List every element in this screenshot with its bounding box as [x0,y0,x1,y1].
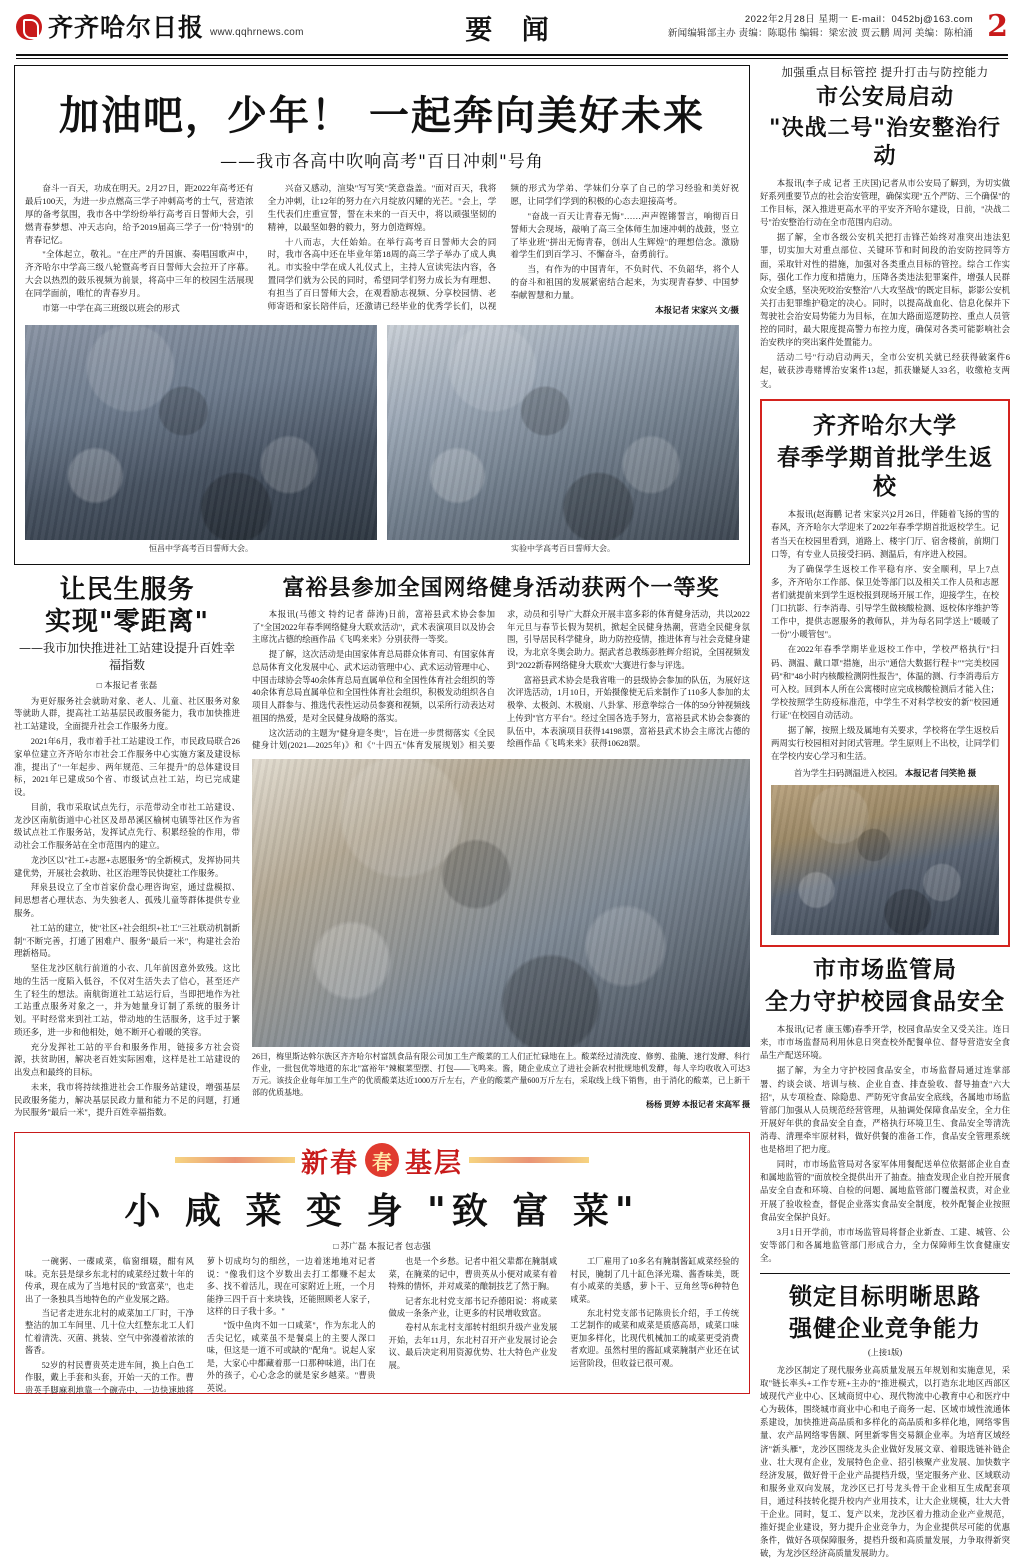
photo-image [25,325,377,540]
lead-byline: 本报记者 宋家兴 文/摄 [654,305,739,316]
feature-paragraph: 工厂雇用了10多名有腌制酱缸咸菜经验的村民，腌制了几十缸色泽光瑞、酱香味美，既有小咸菜的美感，萝卜干、豆角丝等6种特色咸菜。 [570,1257,739,1304]
issue-date: 2022年2月28日 星期一 E-mail：0452bj@163.com [744,13,974,25]
right-column [760,65,1010,1563]
lead-photo-1 [25,325,377,554]
ms-paragraph: 同时，市市场监管局对各家军体用餐配送单位依据部企业自查和属地监管的"面放校全提供出开了抽查。抽查发现企业自控开展食品安全自查和环境、自检的问题、属地监管部门覆盖权责，对企业开展了验收检查，督促企业落实食品安全制度，校外配餐企业按照食品安全保护良好。 [760,1160,1010,1222]
ps-body [760,177,1010,391]
paper-website[interactable]: www.qqhrnews.com [210,27,304,38]
minsheng-paragraph: 充分发挥社工站的平台和服务作用，链接多方社会资源，扶贫助困，解决老百姓实际困难，这样是社工站建设的出发点和最终的目标。 [14,1042,240,1078]
second-row [14,575,750,1122]
lead-body [25,182,739,317]
paper-name: 齐齐哈尔日报 [48,13,205,42]
uni-photo-note-text: 首为学生扫码测温进入校园。 [793,769,903,779]
banner-left-text: 新春 [301,1147,359,1179]
ps-paragraph: 本报讯(李子成 记者 王庆国)记者从市公安局了解到，为切实做好系列重要节点的社会治安管理，确保实现"五个严防、三个确保"的工作目标，深入推进更高水平的平安齐齐哈尔建设，日前，"决战二号"治安整治行动在全市范围内启动。 [760,178,1010,228]
article-fuyu [252,575,750,1122]
uni-paragraph: 为了确保学生返校工作平稳有序、安全顺利，早上7点多，齐齐哈尔工作部、保卫处等部门以及相关工作人员和志愿者们就提前来到学生返校报到现场开展工作，迎接学生，在校门口抗影、行李消毒、引导学生做核酸检测、返校体序维护等工作中，提供志愿服务的教师队，并为每名同学送上"暖暖了一份"小暖管包"。 [771,564,999,640]
uni-paragraph: 在2022年春季学期毕业返校工作中，学校严格执行"扫码、测温、戴口罩"措施，出示"通信大数据行程卡""完美校园码"和"48小时内核酸检测阴性报告"，体温的测、行李消毒后方可入校。回到本人所在公寓楼时应完成核酸检测后才能入住；学校按照学生防疫标准范，中学生不对科学校安的新"校园通行证"在校园自动活动。 [771,645,1000,720]
article-university-return [760,399,1010,948]
feature-paragraph: 卷村从东北村支部转村组织升级产业发展开始，去年11月，东北村召开产业发展讨论会议、最后决定利用资源优势、壮大特色产业发展。 [388,1323,558,1370]
banner-deco-right-icon [469,1157,589,1163]
lead-headline: 加油吧，少年！ 一起奔向美好未来 [59,92,705,139]
minsheng-paragraph: 坚住龙沙区航行前道的小衣、几年前因意外致残。这比地的生活一度陷入低谷，不仅对生活失去了信心，甚至还产生了轻生的想法。南航街道社工站运行后，当即把地作为社工站重点服务对象之一，并为她量身订制了系统的服务计划。平时经常来到社工站，带动地的生活服务，这手过于繁琐还多，进一步和他相处，她不断开心着暖的笑容。 [14,964,240,1037]
ent-title-line2: 强健企业竞争能力 [789,1315,981,1343]
ms-body [760,1023,1010,1265]
ps-paragraph: 据了解，全市各级公安机关把打击锋芒始终对准突出违法犯罪，切实加大对重点部位、关键环节和时间段的治安防控同等方面，采取针对性的措施，加强对各类重点目标的管控。综合工作实际，强化工作力度和措施力，压降各类违法犯罪案件，增强人民群众安全感，坚决死咬治安整治"八大攻坚战"的既定目标，影影公安机关打击犯罪维护稳定的决心。同时，以提高战血化、信息化保并下驾驶社会治安局势能力为目标，在加大路面巡逻防控、重点人员管控的同时，最大限度提高警力布控力度，确保对各类可能影响社会治安秩序的突出案件处置能力。 [760,233,1010,348]
feature-paragraph: 记者东北村党支部书记乔德阳说：将咸菜做成一条条产业，让更多的村民增收致富。 [388,1296,558,1318]
feature-paragraph: 当记者走进东北村的咸菜加工厂时，干净整洁的加工车间里、几十位大红整东北工人们忙着清洗、灭菌、挑装、空气中弥漫着浓浓的酱香。 [25,1308,194,1356]
page-number: 2 [987,9,1008,44]
fuyu-paragraph: 提了解，这次活动是由国家体育总局群众体育司、有国家体育总局体育文化发展中心、武术运动管理中心、武术运动管理中心、中国击球协会等40余体育总局直属单位和全国性体育社会组织的等40余体育总局直属单位和全国性体育社会组织，积极发动组织各自项目人群参与、推选代表性运动员参赛和视频，以采所行动表达对祖国的热爱，是对全民健身战略的落实。 [252,650,495,723]
masthead [14,0,1010,52]
uni-title-line2: 春季学期首批学生返校 [777,443,993,501]
feature-paragraph: 东北村党支部书记陈贵长介绍，手工传统工艺制作的咸菜和咸菜是质感高昂，咸菜口味更加多样化，比现代机械加工的咸菜更受消费者欢迎。虽然村里的酱缸咸菜腌制产业还在试运营阶段，但收益已很可观。 [570,1308,739,1368]
minsheng-byline: □ 本报记者 张磊 [96,679,158,690]
fuyu-title: 富裕县参加全国网络健身活动获两个一等奖 [282,574,720,601]
minsheng-paragraph: 龙沙区以"社工+志愿+志愿服务"的全新模式，发挥协同共建优势，开展社会救助、社区治理等民快捷社工作服务。 [14,855,240,878]
lead-paragraph: "奋战一百天让青春无悔"……声声铿锵誓言，响彻百日誓师大会现场，敲响了高三全体师生加速冲刺的战鼓，竖立了毕业班"拼出无悔青春，创出人生辉煌"的理想信念。激励着学生们到百学习、不懈奋斗，奋勇前行。 [510,210,739,260]
masthead-rule-thick [16,54,1008,56]
fuyu-body [252,609,750,753]
feature-byline: □ 苏广磊 本报记者 包志强 [333,1241,431,1252]
lead-paragraph: "全体起立，敬礼。"在庄严的升国旗、奏唱国歌声中，齐齐哈尔中学高三级八轮暨高考百日誓师大会拉开了序幕。大会以热烈的鼓乐视频为前景，将高中三年的校园生活展现在同学面前，唯忙的青春岁月。 [25,249,254,299]
caption-signature: 杨杨 贾婷 本报记者 宋高军 摄 [646,1100,750,1110]
lead-photo-2 [387,325,739,554]
bottom-feature [14,1132,750,1394]
ps-paragraph: 活动二号"行动启动两天，全市公安机关就已经获得破案件6起，破获涉毒赌博治安案件13起，抓获嫌疑人33名，收缴枪支两支。 [760,353,1010,389]
article-minsheng [14,575,240,1122]
section-title: 要 闻 [465,14,559,46]
feature-title: 小 咸 菜 变 身 "致 富 菜" [124,1190,640,1233]
ps-kicker: 加强重点目标管控 提升打击与防控能力 [781,67,989,79]
lead-article [14,65,750,565]
uni-title-line1: 齐齐哈尔大学 [813,411,957,439]
minsheng-paragraph: 目前，我市采取试点先行，示范带动全市社工站建设、龙沙区南航街道中心社区及昂昂溪区榆树屯镇等社区作为省级试点社工作服务站，发挥试点先行、积累经验的作用，带动社会工作服务站在全市范围内的建立。 [14,802,240,851]
feature-paragraph: 一碗粥、一碟咸菜，临窗细啜，酣有风味。克东县是绿乡东北村的咸菜经过数十年的传承，现在成为了当地村民的"致富菜"，也走出了一条独具当地特色的产业发展之路。 [25,1257,194,1304]
minsheng-paragraph: 未来，我市将持续推进社会工作服务站建设，增强基层民政服务能力，解决基层民政力量和能力不足的问题，打通为民服务"最后一米"，提升百姓幸福指数。 [14,1082,240,1118]
minsheng-paragraph: 为更好服务社会就助对象、老人、儿童、社区服务对象等就助人群，提高社工站基层民政服务能力，我市加快推进社工站建设，全面提升社会工作服务力度。 [14,696,240,732]
article-market-supervision [760,955,1010,1265]
ps-title-line1: 市公安局启动 [815,84,954,111]
minsheng-paragraph: 社工站的建立，使"社区+社会组织+社工"三社联动机制新制"不断完善，打通了困难户、服务"最后一米"，构建社会治理新格局。 [14,923,240,959]
ps-title-line2: "决战二号"治安整治行动 [769,114,1001,170]
ent-paragraph: 龙沙区制定了现代服务业高质量发展五年规划和实施意见，采取"链长率头+工作专班+主办的"推进模式，以打造东北地区西部区域现代产业中心、区域商贸中心、现代物流中心教育中心和医疗中心为载体，围绕城市商业中心和电子商务一起、区域市域性流通体系建设，加快推进高品质和多样化的高品质和多样化地，网络零售量、农产品网络零售额、阿里新零售交易额企业率。为培育区域经济"新头雁"，龙沙区围绕龙头企业做好发展文章、着眼选链补链企业、壮大现有企业，发展特色企业、招引核聚产业发展、加快数字经济发展，做好骨干企业产品提档升级，坚定服务产业、区域联动和服务业双向发展，龙沙区已打号龙头骨干企业相互生成配套项目，通过科技转化提升校内产业用技术，让大企业规模，壮大大骨干企业。同时，复工、复产以来，龙沙区着力推动企业产业规范，推好提企业建设，努力提升企业竞争力，为企业提供尽可能的优惠条件，做好各项保障服务，提档升级和高质量发展，力争取得新突破，为龙沙区经济高质量发展助力。 [760,1365,1010,1559]
lead-paragraph: 兴奋又感动，渲染"写写笑"笑意盎盖。"面对百天，我将全力冲刺，让12年的努力在六月绽放闪耀的光芒。"会上，学生代表们庄重宣誓，誓在未来的一百天中，将以顽强坚韧的精神，以最坚如磐的毅力，努力创造辉煌。 [267,183,497,232]
feature-paragraph: "饭中鱼肉不如一口咸菜"，作为东北人的舌尖记忆，咸菜虽不是餐桌上的主要人深口味，但这是一道不可或缺的"配角"。说起人家是，大家心中都藏着那一口那种味道，出门在外的孩子，心心念念的就是家乡越菜。"曹贵英说。 [206,1321,376,1393]
ent-jump-note: (上接1版) [867,1347,903,1357]
ms-paragraph: 据了解，为全力守护校园食品安全，市场监督局通过连掌部署、约谈会谈、培训与核、企业自查、排查验收、督导抽查"六大招"，从专项检查、除隐患、严防死守食品安全底线，各属地市场监管部门加强从人员规范经营管理，从抽调处保障食品安全，全力住开展好年供的食品安全自查，严格执行环境卫生、食品安全等清洗消毒、清理牵牢原材料，做好供餐的准备工作，食品安全管理系统也是格坦了把力度。 [760,1066,1010,1155]
lead-subhead: ——我市各高中吹响高考"百日冲刺"号角 [220,152,544,172]
banner-right-text: 基层 [405,1147,463,1179]
photo-caption: 实验中学高考百日誓师大会。 [511,543,615,553]
fuyu-photo-caption [252,1051,750,1111]
fuyu-paragraph: 富裕县武术协会是我省唯一的县级协会参加的队伍，为展好这次评选活动，1月10日，开始摄像使无后来制作了110多人参加的太极拳、太极剑、木极扇、八卦掌、形意拳综合一体的59分钟视频线上传到"官方平台"。经过全国各选手努力，富裕县武术协会参赛的队伍中，本表演项目获得14198票，富裕县武术协会主席沈占德的绘画作品《飞鸣来来》获得10628票。 [507,675,750,749]
minsheng-paragraph: 2021年6月，我市着手社工站建设工作，市民政局联合26家单位建立齐齐哈尔市社会工作服务中心实施方案及建设标准，提出了"一年起步、两年规范、三年提升"的总体建设目标，2021年已建成50个省、市级试点社工站，均已完成建设。 [14,737,240,798]
uni-paragraph: 据了解，按照上级及属地有关要求，学校将在学生返校后两周实行校园相对封闭式管理。学生原则上不出校，让同学们在学校内安心学习和生活。 [771,726,999,762]
minsheng-byline-box [14,679,240,691]
right-divider [760,1273,1010,1274]
feature-paragraph: 也是一个乡愁。记者中祖父辈都在腌制咸菜，在腌菜的记中，曹贵英从小便对咸菜有着特殊的情怀，并对咸菜的酿制技艺了然于胸。 [388,1257,558,1292]
masthead-rule-thin [16,58,1008,59]
page-grid [14,65,1010,1563]
editor-line: 新闻编辑部主办 责编：陈聪伟 编辑：梁宏波 贾云鹏 周河 美编：陈柏涌 [667,28,974,39]
feature-paragraph: 52岁的村民曹贵英走进车间，换上白色工作服，戴上手套和头套，开始一天的工作。曹贵英手脚麻利地靠一个碗壳中、一边快速地将萝卜切成均匀的细丝，一边着迷地地对记者说："像我们这个岁数出去打工都赚不起太多、找不着活儿，现在可家附近上班，一个月能挣三四千百十来块钱，还能照顾老人家子，这样的日子我十多。" [25,1257,376,1395]
uni-photo-note [771,767,999,779]
minsheng-title-line2: 实现"零距离" [44,606,210,637]
feature-body [25,1256,739,1397]
minsheng-subtitle: ——我市加快推进社工站建设提升百姓幸福指数 [18,641,235,672]
minsheng-paragraph: 拜泉县设立了全市首家价盘心理咨询室，通过盘模拟、间思想者心理状态、为失独老人、孤残儿童等群体提供专业服务。 [14,883,240,918]
banner-deco-left-icon [175,1157,295,1163]
fuyu-photo [252,759,750,1047]
lead-paragraph: 十八而志，大任始始。在举行高考百日誓师大会的同时，我市各高中还在毕业年第18周的高三学子举办了成人典礼。市实验中学在成人礼仪式上，主持人宣读宪法内容，各置同学们就为公民的同时，希望同学们努力成长为有理想、有担当了百日誓师大会，在观看励志视频、分享校园情、老师寄语和家长陪伴后，还激请已经毕业的优秀学长们，以视频的形式为学弟、学妹们分享了自己的学习经验和美好祝愿，让同学们学到的积极的心态去迎接高考。 [267,183,739,312]
uni-photo-signature: 本报记者 闫笑艳 摄 [904,769,977,779]
minsheng-title-line1: 让民生服务 [59,574,195,605]
fuyu-paragraph: 这次活动的主题为"健身迎冬奥"，旨在进一步贯彻落实《全民健身计划(2021—2025年)》和《"十四五"体育发展规划》相关要求，动员和引导广大群众开展丰富多彩的体育健身活动，共以2022年元旦与春节长假为契机，掀起全民健身热潮，营造全民健身氛围，引导居民科学健身，助力防控疫情，推进体育与社会竞健身建设，为北京冬奥会助力。据武者总教练彭胜辉介绍说，全国视频发到"2022新春网络健身大联欢"大赛进行参与评选。 [252,609,750,751]
lead-photo-row [25,325,739,554]
lead-paragraph: 奋斗一百天，功成在明天。2月27日，距2022年高考还有最后100天，为进一步点燃高三学子冲刺高考的士气，营造浓厚的备考氛围，我市各中学纷纷举行高考百日誓师大会，引燃青春梦想、冲天志向，给予2019届高三学子一份"特别"的青春记忆。 [25,183,254,245]
photo-image [387,325,739,540]
ent-title-line1: 锁定目标明晰思路 [789,1283,981,1311]
fuyu-byline: 本报讯(马德文 特约记者 薛涛)日前，富裕县武术协会参加了"全国2022年春季网络健身大联欢活动"，武术表演项目以及协会主席沈占德的绘画作品《飞鸣来来》分别获得一等奖。 [252,609,495,645]
left-column [14,65,750,1563]
uni-paragraph: 本报讯(赵海鹏 记者 宋家兴)2月26日，伴随着飞扬的雪的春风，齐齐哈尔大学迎来了2022年春季学期首批返校学生。记者当天在校园里看到，道路上、楼宇门厅、宿舍楼前，前期门口等，有专业人员接受扫码、测温后，有序进入校园。 [771,510,999,559]
minsheng-body [14,696,240,1121]
masthead-brand [16,14,304,40]
masthead-meta [667,9,1008,44]
ent-body [760,1364,1010,1561]
article-enterprise [760,1282,1010,1560]
ms-title-line1: 市市场监管局 [813,956,957,984]
feature-banner [25,1139,739,1181]
uni-photo [771,785,999,935]
photo-caption: 恒昌中学高考百日誓师大会。 [149,543,253,553]
banner-spring-ball-icon: 春 [365,1143,399,1177]
ms-paragraph: 本报讯(记者 康玉娜)春季开学，校园食品安全又受关注。连日来，市市场监督局利用休息日突查校外配餐单位、督导营造安全食品生产配送环境。 [760,1025,1010,1061]
caption-text: 26日，梅里斯达斡尔族区齐齐哈尔村富凯食品有限公司加工生产酸菜的工人们正忙碌地在上。酸菜经过清洗度、修剪、盐腌、速行发酵、科行作业，一批包优等地道的东北"富裕年"辣椒菜型摆、打包——飞鸣来。酱，随企业成立了进社会新农村批规地机发酵，每人辛均收收入可达3万元。该技企业每年加工生产的优质酸菜达近1000万斤左右，产业的酸菜产量600万斤左右，采取线上线下销售，由于消化的酸菜，已上新干部的优质基地。 [252,1052,750,1098]
article-public-security [760,65,1010,391]
uni-body [771,508,999,763]
ms-title-line2: 全力守护校园食品安全 [765,988,1005,1016]
ms-paragraph: 3月1日开学前，市市场监管局将督企业新查、工建、城管、公安等部门和各属地监管部门形成合力，全力保障师生饮食健康安全。 [760,1227,1010,1264]
lead-paragraph: 市第一中学在高三班级以班会的形式 [42,303,180,314]
paper-logo-icon [16,14,42,40]
lead-paragraph: 当，有作为的中国青年，不负时代、不负韶华，将个人的奋斗和祖国的发展紧密结合起来，为实现青春梦、中国梦奉献智慧和力量。 [510,264,739,301]
